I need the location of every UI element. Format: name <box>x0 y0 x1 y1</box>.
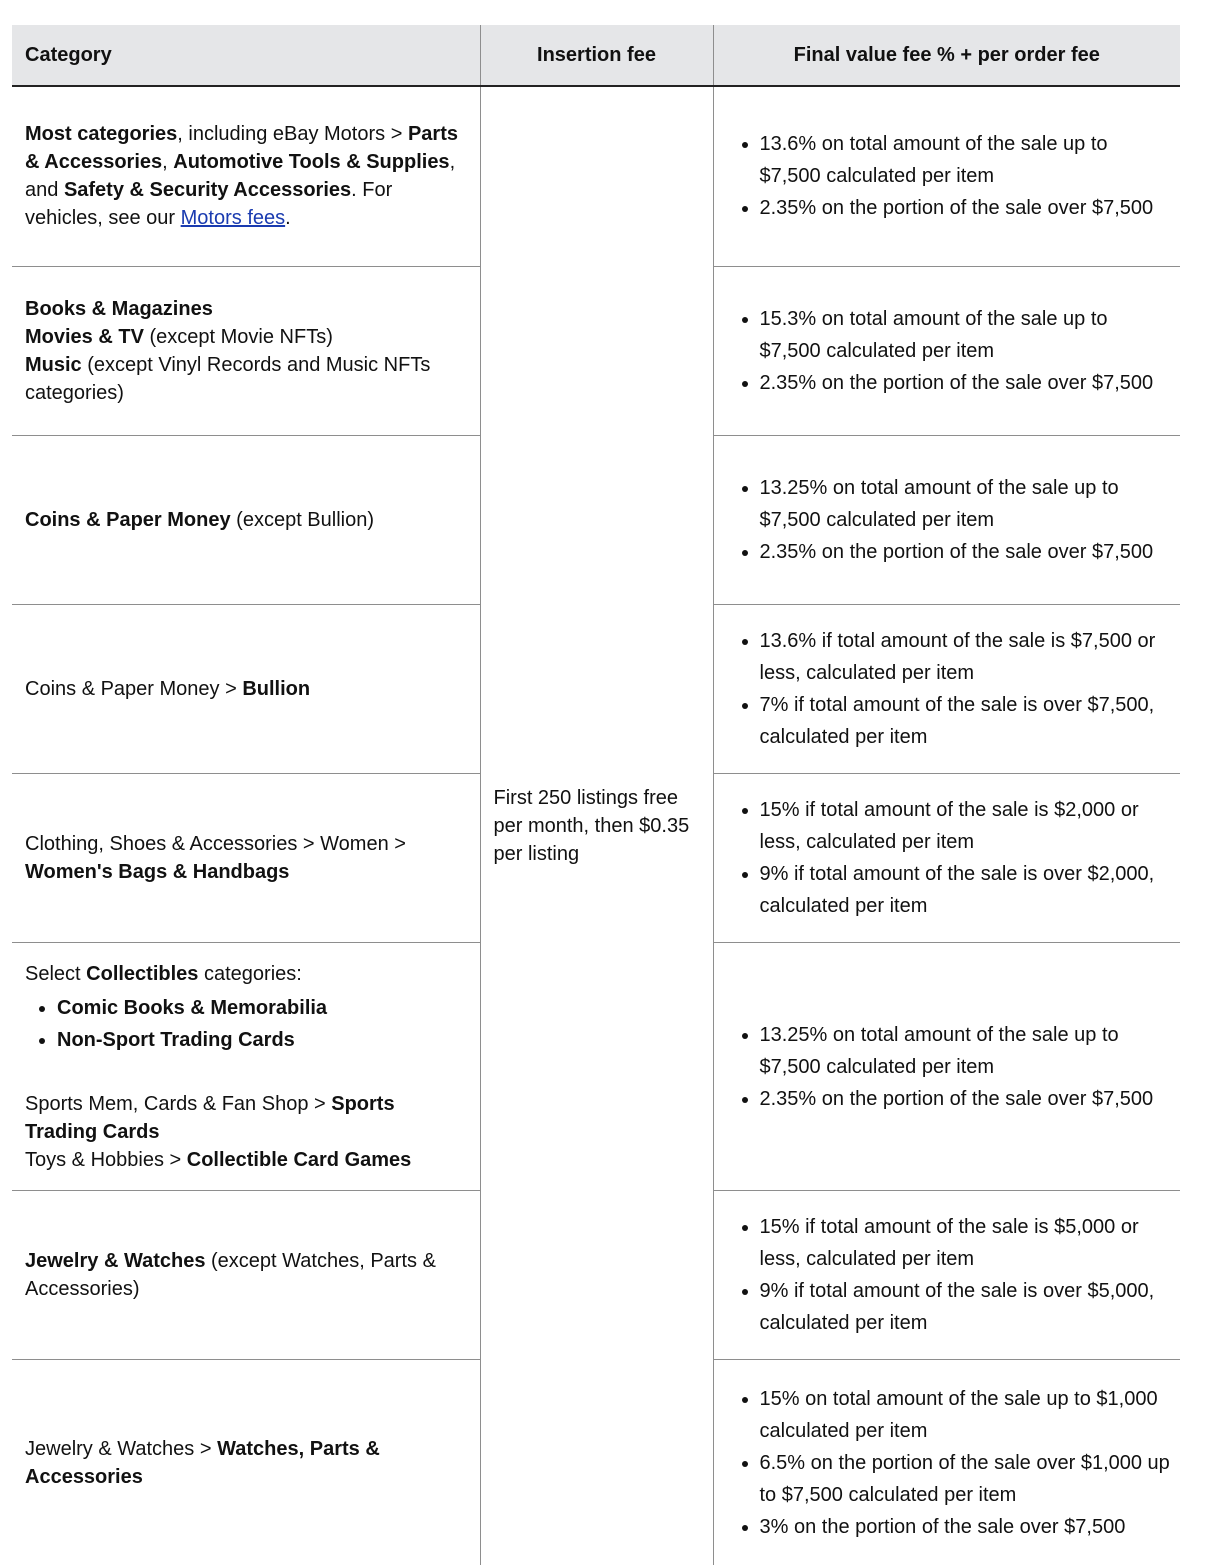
fee-cell <box>713 266 1180 435</box>
sub-category-list <box>25 992 467 1056</box>
fee-item: • 2.35% on the portion of the sale over $7,500 <box>760 192 1171 224</box>
insertion-fee-text: First 250 listings free per month, then $0.35 per listing <box>493 787 690 865</box>
fee-item: • 2.35% on the portion of the sale over $7,500 <box>760 1083 1171 1115</box>
category-cell: Coins & Paper Money (except Bullion) <box>12 435 480 604</box>
fee-cell <box>713 435 1180 604</box>
category-name: Watches, Parts & Accessories <box>25 1437 380 1488</box>
fee-item: • 15.3% on total amount of the sale up to $7,500 calculated per item <box>760 303 1171 367</box>
fee-list <box>734 794 1171 922</box>
fee-cell <box>713 1360 1180 1565</box>
category-name: Bullion <box>242 677 311 700</box>
category-name: Collectibles <box>86 962 199 985</box>
category-name: Jewelry & Watches <box>25 1250 206 1273</box>
fee-list <box>734 128 1171 224</box>
insertion-fee-cell <box>480 86 713 1565</box>
category-cell: Most categories, including eBay Motors > Parts & Accessories, Automotive Tools & Supplies, and Safety & Security Accessories. For vehicles, see our Motors fees. <box>12 86 480 266</box>
header-final-value-fee: Final value fee % + per order fee <box>713 25 1180 86</box>
category-cell: Coins & Paper Money > Bullion <box>12 604 480 773</box>
fee-item: • 2.35% on the portion of the sale over $7,500 <box>760 367 1171 399</box>
fee-cell <box>713 604 1180 773</box>
header-row <box>12 25 1180 86</box>
fee-item: • 13.25% on total amount of the sale up to $7,500 calculated per item <box>760 1019 1171 1083</box>
category-cell: Clothing, Shoes & Accessories > Women > Women's Bags & Handbags <box>12 773 480 942</box>
fee-item: • 9% if total amount of the sale is over $5,000, calculated per item <box>760 1275 1171 1339</box>
fee-cell <box>713 773 1180 942</box>
fee-item: • 7% if total amount of the sale is over $7,500, calculated per item <box>760 689 1171 753</box>
sub-category-item: • Non-Sport Trading Cards <box>57 1024 467 1056</box>
fee-table <box>12 25 1180 1565</box>
category-cell: Books & Magazines Movies & TV (except Movie NFTs) Music (except Vinyl Records and Music NFTs categories) <box>12 266 480 435</box>
fee-item: • 2.35% on the portion of the sale over $7,500 <box>760 536 1171 568</box>
fee-item: • 13.6% on total amount of the sale up to $7,500 calculated per item <box>760 128 1171 192</box>
fee-item: • 15% if total amount of the sale is $2,000 or less, calculated per item <box>760 794 1171 858</box>
fee-list <box>734 303 1171 399</box>
fee-item: • 15% if total amount of the sale is $5,000 or less, calculated per item <box>760 1211 1171 1275</box>
fee-item: • 13.25% on total amount of the sale up to $7,500 calculated per item <box>760 472 1171 536</box>
fee-list <box>734 1019 1171 1115</box>
table-row <box>12 86 1180 266</box>
sub-category-item: • Comic Books & Memorabilia <box>57 992 467 1024</box>
fee-cell <box>713 86 1180 266</box>
header-category: Category <box>12 25 480 86</box>
fee-list <box>734 1211 1171 1339</box>
header-insertion-fee: Insertion fee <box>480 25 713 86</box>
fee-item: • 9% if total amount of the sale is over $2,000, calculated per item <box>760 858 1171 922</box>
category-cell: Select Collectibles categories: • Comic Books & Memorabilia • Non-Sport Trading Cards Sports Mem, Cards & Fan Shop > Sports Trading Cards Toys & Hobbies > Collectible Card Games <box>12 943 480 1191</box>
category-name: Books & Magazines <box>25 297 213 320</box>
category-name: Coins & Paper Money <box>25 508 231 531</box>
fee-item: • 6.5% on the portion of the sale over $1,000 up to $7,500 calculated per item <box>760 1447 1171 1511</box>
fee-list <box>734 472 1171 568</box>
motors-fees-link[interactable]: Motors fees <box>180 207 286 230</box>
fee-list <box>734 625 1171 753</box>
fee-item: • 3% on the portion of the sale over $7,500 <box>760 1511 1171 1543</box>
category-cell: Jewelry & Watches > Watches, Parts & Accessories <box>25 1437 380 1488</box>
category-name: Most categories <box>25 123 178 146</box>
fee-item: • 13.6% if total amount of the sale is $7,500 or less, calculated per item <box>760 625 1171 689</box>
fee-cell <box>713 1191 1180 1360</box>
category-name: Women's Bags & Handbags <box>25 860 290 883</box>
fee-item: • 15% on total amount of the sale up to $1,000 calculated per item <box>760 1383 1171 1447</box>
fee-list <box>734 1383 1171 1543</box>
category-cell: Jewelry & Watches (except Watches, Parts & Accessories) <box>12 1191 480 1360</box>
fee-cell <box>713 943 1180 1191</box>
